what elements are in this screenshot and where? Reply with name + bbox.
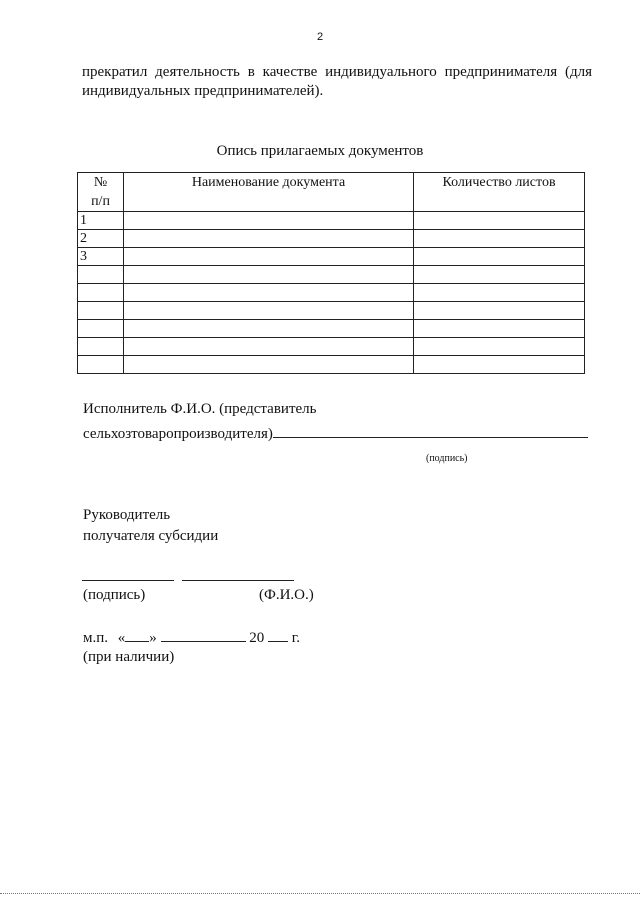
head-label-line1: Руководитель bbox=[83, 507, 171, 523]
executor-label-line2: сельхозтоваропроизводителя) bbox=[83, 426, 273, 442]
row-number-cell bbox=[78, 284, 124, 302]
row-number-cell bbox=[78, 266, 124, 284]
sheet-count-cell[interactable] bbox=[414, 284, 585, 302]
document-name-cell[interactable] bbox=[124, 338, 414, 356]
executor-signature-line[interactable] bbox=[273, 423, 588, 438]
intro-paragraph: прекратил деятельность в качестве индивидуального предпринимателя (для индивидуальных предпринимателей). bbox=[82, 64, 592, 99]
head-signature-line[interactable] bbox=[82, 566, 174, 581]
document-name-cell[interactable] bbox=[124, 230, 414, 248]
row-number-cell: 3 bbox=[78, 248, 124, 266]
column-header-number-line1: № bbox=[93, 175, 108, 190]
head-name-caption: (Ф.И.О.) bbox=[259, 587, 314, 603]
head-label-line2: получателя субсидии bbox=[83, 528, 219, 544]
sheet-count-cell[interactable] bbox=[414, 356, 585, 374]
row-number-cell bbox=[78, 356, 124, 374]
row-number-cell bbox=[78, 338, 124, 356]
table-row bbox=[78, 302, 585, 320]
document-name-cell[interactable] bbox=[124, 356, 414, 374]
sheet-count-cell[interactable] bbox=[414, 302, 585, 320]
year-prefix: 20 bbox=[249, 630, 265, 646]
head-signature-caption: (подпись) bbox=[83, 587, 146, 603]
sheet-count-cell[interactable] bbox=[414, 266, 585, 284]
document-name-cell[interactable] bbox=[124, 284, 414, 302]
table-row bbox=[78, 284, 585, 302]
document-name-cell[interactable] bbox=[124, 266, 414, 284]
stamp-date-line bbox=[83, 627, 300, 647]
sheet-count-cell[interactable] bbox=[414, 212, 585, 230]
quote-close: » bbox=[149, 630, 157, 646]
table-row bbox=[78, 356, 585, 374]
quote-open: « bbox=[117, 630, 126, 646]
head-name-line[interactable] bbox=[182, 566, 294, 581]
column-header-number-line2: п/п bbox=[91, 194, 110, 209]
column-header-number bbox=[78, 173, 124, 212]
row-number-cell: 1 bbox=[78, 212, 124, 230]
page-bottom-rule bbox=[0, 893, 640, 894]
executor-line2 bbox=[83, 423, 588, 443]
sheet-count-cell[interactable] bbox=[414, 230, 585, 248]
page-number: 2 bbox=[316, 31, 324, 43]
sheet-count-cell[interactable] bbox=[414, 320, 585, 338]
sheet-count-cell[interactable] bbox=[414, 338, 585, 356]
day-blank[interactable] bbox=[125, 627, 149, 642]
year-blank[interactable] bbox=[268, 627, 288, 642]
sheet-count-cell[interactable] bbox=[414, 248, 585, 266]
column-header-sheet-count: Количество листов bbox=[414, 173, 585, 212]
table-row bbox=[78, 230, 585, 248]
document-name-cell[interactable] bbox=[124, 320, 414, 338]
stamp-note: (при наличии) bbox=[83, 649, 175, 665]
column-header-document-name: Наименование документа bbox=[124, 173, 414, 212]
row-number-cell bbox=[78, 320, 124, 338]
year-suffix: г. bbox=[291, 630, 300, 646]
table-row bbox=[78, 212, 585, 230]
table-row bbox=[78, 338, 585, 356]
document-name-cell[interactable] bbox=[124, 248, 414, 266]
month-blank[interactable] bbox=[161, 627, 246, 642]
table-row bbox=[78, 320, 585, 338]
document-name-cell[interactable] bbox=[124, 302, 414, 320]
row-number-cell: 2 bbox=[78, 230, 124, 248]
executor-signature-caption: (подпись) bbox=[426, 453, 468, 464]
stamp-label: м.п. bbox=[83, 630, 109, 646]
row-number-cell bbox=[78, 302, 124, 320]
table-row bbox=[78, 248, 585, 266]
table-row bbox=[78, 266, 585, 284]
inventory-title: Опись прилагаемых документов bbox=[216, 143, 424, 159]
table-header-row bbox=[78, 173, 585, 212]
document-name-cell[interactable] bbox=[124, 212, 414, 230]
executor-label-line1: Исполнитель Ф.И.О. (представитель bbox=[83, 401, 317, 417]
documents-inventory-table bbox=[77, 172, 585, 374]
